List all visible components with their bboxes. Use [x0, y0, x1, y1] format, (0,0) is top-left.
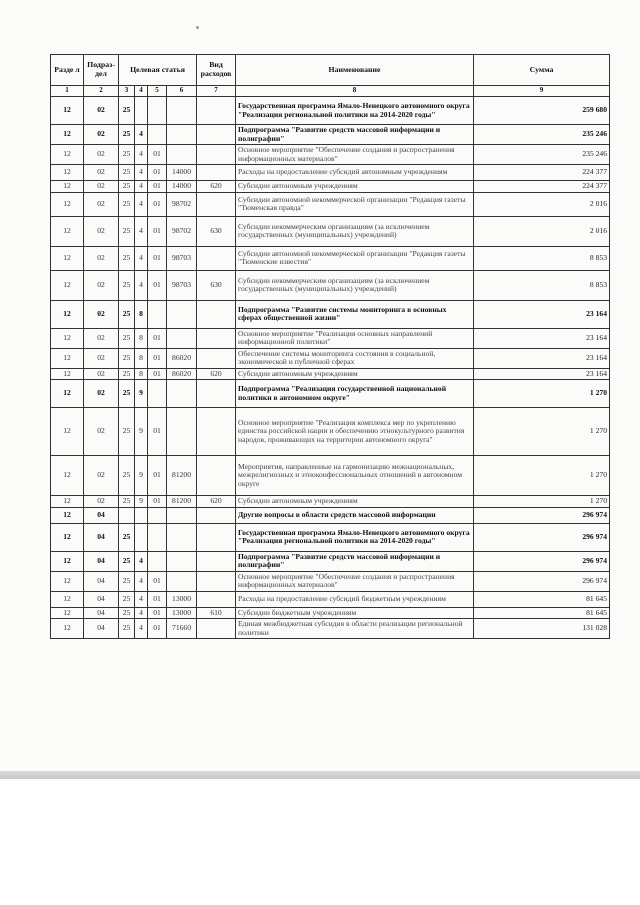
razdel-cell: 12 — [51, 216, 84, 246]
program-code-cell: 25 — [119, 300, 135, 328]
direction-code-cell — [167, 97, 197, 125]
direction-code-cell: 14000 — [167, 165, 197, 181]
column-number: 4 — [135, 86, 148, 97]
razdel-cell: 12 — [51, 591, 84, 607]
razdel-cell: 12 — [51, 607, 84, 619]
name-cell: Субсидии автономной некоммерческой организации "Редакция газеты "Тюменские известия" — [236, 246, 474, 270]
subprogram-code-cell: 8 — [135, 368, 148, 380]
name-cell: Основное мероприятие "Обеспечение создания и распространения информационных материалов" — [236, 571, 474, 591]
table-row — [51, 496, 610, 508]
podrazdel-cell: 04 — [84, 507, 119, 523]
razdel-cell: 12 — [51, 496, 84, 508]
direction-code-cell — [167, 125, 197, 145]
subprogram-code-cell: 8 — [135, 348, 148, 368]
sum-cell: 1 270 — [474, 380, 610, 408]
table-row — [51, 456, 610, 496]
subprogram-code-cell: 4 — [135, 192, 148, 216]
column-number: 2 — [84, 86, 119, 97]
program-code-cell: 25 — [119, 181, 135, 193]
expense-type-cell — [197, 591, 236, 607]
table-row — [51, 607, 610, 619]
expense-type-cell — [197, 523, 236, 551]
sum-cell: 23 164 — [474, 300, 610, 328]
name-cell: Субсидии автономной некоммерческой организации "Редакция газеты "Тюменская правда" — [236, 192, 474, 216]
razdel-cell: 12 — [51, 380, 84, 408]
razdel-cell: 12 — [51, 571, 84, 591]
sum-cell: 81 645 — [474, 591, 610, 607]
subprogram-code-cell: 4 — [135, 216, 148, 246]
direction-code-cell — [167, 145, 197, 165]
sum-cell: 235 246 — [474, 125, 610, 145]
name-cell: Подпрограмма "Развитие системы мониторинга в основных сферах общественной жизни" — [236, 300, 474, 328]
table-row — [51, 551, 610, 571]
name-cell: Мероприятия, направленные на гармонизацию межнациональных, межрелигиозных и этноконфессиональных отношений в автономном округе — [236, 456, 474, 496]
expense-type-cell: 620 — [197, 368, 236, 380]
program-code-cell — [119, 507, 135, 523]
razdel-cell: 12 — [51, 368, 84, 380]
direction-code-cell: 13000 — [167, 591, 197, 607]
sum-cell: 2 016 — [474, 216, 610, 246]
table-row — [51, 368, 610, 380]
program-code-cell: 25 — [119, 328, 135, 348]
podrazdel-cell: 04 — [84, 607, 119, 619]
subprogram-code-cell: 4 — [135, 591, 148, 607]
program-code-cell: 25 — [119, 456, 135, 496]
subprogram-code-cell — [135, 97, 148, 125]
expense-type-cell: 630 — [197, 270, 236, 300]
subprogram-code-cell: 4 — [135, 181, 148, 193]
table-row — [51, 523, 610, 551]
expense-type-cell — [197, 456, 236, 496]
direction-code-cell: 86020 — [167, 348, 197, 368]
program-code-cell: 25 — [119, 145, 135, 165]
direction-code-cell — [167, 523, 197, 551]
razdel-cell: 12 — [51, 181, 84, 193]
activity-code-cell: 01 — [148, 571, 167, 591]
subprogram-code-cell: 4 — [135, 125, 148, 145]
subprogram-code-cell: 8 — [135, 328, 148, 348]
table-row — [51, 408, 610, 456]
activity-code-cell: 01 — [148, 165, 167, 181]
expense-type-cell — [197, 300, 236, 328]
name-cell: Субсидии некоммерческим организациям (за исключением государственных (муниципальных) учреждений) — [236, 270, 474, 300]
scan-edge — [0, 771, 640, 779]
program-code-cell: 25 — [119, 607, 135, 619]
sum-cell: 131 028 — [474, 619, 610, 639]
sum-cell: 8 853 — [474, 246, 610, 270]
program-code-cell: 25 — [119, 348, 135, 368]
expense-type-cell — [197, 165, 236, 181]
razdel-cell: 12 — [51, 192, 84, 216]
podrazdel-cell: 02 — [84, 125, 119, 145]
activity-code-cell: 01 — [148, 591, 167, 607]
podrazdel-cell: 04 — [84, 619, 119, 639]
podrazdel-cell: 04 — [84, 523, 119, 551]
direction-code-cell: 81200 — [167, 456, 197, 496]
razdel-cell: 12 — [51, 456, 84, 496]
program-code-cell: 25 — [119, 246, 135, 270]
activity-code-cell — [148, 125, 167, 145]
table-row — [51, 192, 610, 216]
podrazdel-cell: 02 — [84, 216, 119, 246]
activity-code-cell: 01 — [148, 496, 167, 508]
name-cell: Государственная программа Ямало-Ненецкого автономного округа "Реализация региональной политики на 2014-2020 годы" — [236, 97, 474, 125]
name-cell: Субсидии некоммерческим организациям (за исключением государственных (муниципальных) учреждений) — [236, 216, 474, 246]
activity-code-cell: 01 — [148, 348, 167, 368]
table-row — [51, 125, 610, 145]
podrazdel-cell: 04 — [84, 571, 119, 591]
table-body — [51, 97, 610, 639]
table-row — [51, 507, 610, 523]
direction-code-cell — [167, 380, 197, 408]
direction-code-cell: 71660 — [167, 619, 197, 639]
budget-table — [50, 54, 610, 639]
program-code-cell: 25 — [119, 619, 135, 639]
name-cell: Подпрограмма "Развитие средств массовой информации и полиграфии" — [236, 125, 474, 145]
program-code-cell: 25 — [119, 125, 135, 145]
program-code-cell: 25 — [119, 380, 135, 408]
sum-cell: 1 270 — [474, 408, 610, 456]
sum-cell: 224 377 — [474, 165, 610, 181]
direction-code-cell — [167, 551, 197, 571]
program-code-cell: 25 — [119, 97, 135, 125]
expense-type-cell — [197, 246, 236, 270]
table-row — [51, 270, 610, 300]
direction-code-cell: 13000 — [167, 607, 197, 619]
podrazdel-cell: 02 — [84, 456, 119, 496]
activity-code-cell: 01 — [148, 368, 167, 380]
scan-speck — [196, 26, 199, 29]
expense-type-cell — [197, 328, 236, 348]
header-expense-type: Вид расходов — [197, 55, 236, 86]
name-cell: Субсидии автономным учреждениям — [236, 181, 474, 193]
header-target-article: Целевая статья — [119, 55, 197, 86]
direction-code-cell: 81200 — [167, 496, 197, 508]
column-number: 3 — [119, 86, 135, 97]
podrazdel-cell: 02 — [84, 97, 119, 125]
table-row — [51, 216, 610, 246]
header-podrazdel: Подраз- дел — [84, 55, 119, 86]
subprogram-code-cell: 4 — [135, 270, 148, 300]
expense-type-cell: 620 — [197, 181, 236, 193]
program-code-cell: 25 — [119, 165, 135, 181]
name-cell: Основное мероприятие "Реализация основных направлений информационной политики" — [236, 328, 474, 348]
subprogram-code-cell: 9 — [135, 380, 148, 408]
activity-code-cell: 01 — [148, 192, 167, 216]
podrazdel-cell: 02 — [84, 300, 119, 328]
podrazdel-cell: 02 — [84, 380, 119, 408]
activity-code-cell — [148, 97, 167, 125]
name-cell: Единая межбюджетная субсидия в области реализации региональной политики — [236, 619, 474, 639]
name-cell: Государственная программа Ямало-Ненецкого автономного округа "Реализация региональной политики на 2014-2020 годы" — [236, 523, 474, 551]
sum-cell: 1 270 — [474, 496, 610, 508]
sum-cell: 23 164 — [474, 328, 610, 348]
subprogram-code-cell: 4 — [135, 571, 148, 591]
name-cell: Основное мероприятие "Обеспечение создания и распространения информационных материалов" — [236, 145, 474, 165]
table-row — [51, 145, 610, 165]
header-name: Наименование — [236, 55, 474, 86]
podrazdel-cell: 02 — [84, 270, 119, 300]
activity-code-cell: 01 — [148, 328, 167, 348]
program-code-cell: 25 — [119, 368, 135, 380]
expense-type-cell — [197, 125, 236, 145]
podrazdel-cell: 02 — [84, 165, 119, 181]
name-cell: Обеспечение системы мониторинга состояния в социальной, экономической и публичной сферах — [236, 348, 474, 368]
direction-code-cell — [167, 571, 197, 591]
expense-type-cell — [197, 408, 236, 456]
name-cell: Субсидии бюджетным учреждениям — [236, 607, 474, 619]
activity-code-cell — [148, 507, 167, 523]
expense-type-cell — [197, 551, 236, 571]
program-code-cell: 25 — [119, 523, 135, 551]
activity-code-cell: 01 — [148, 607, 167, 619]
subprogram-code-cell: 9 — [135, 456, 148, 496]
razdel-cell: 12 — [51, 125, 84, 145]
table-row — [51, 380, 610, 408]
activity-code-cell: 01 — [148, 456, 167, 496]
subprogram-code-cell: 8 — [135, 300, 148, 328]
subprogram-code-cell — [135, 507, 148, 523]
direction-code-cell: 98702 — [167, 216, 197, 246]
razdel-cell: 12 — [51, 246, 84, 270]
column-number: 7 — [197, 86, 236, 97]
expense-type-cell — [197, 380, 236, 408]
program-code-cell: 25 — [119, 571, 135, 591]
table-row — [51, 300, 610, 328]
name-cell: Другие вопросы в области средств массовой информации — [236, 507, 474, 523]
subprogram-code-cell — [135, 523, 148, 551]
activity-code-cell: 01 — [148, 181, 167, 193]
subprogram-code-cell: 4 — [135, 551, 148, 571]
direction-code-cell: 98703 — [167, 246, 197, 270]
header-sum: Сумма — [474, 55, 610, 86]
table-row — [51, 591, 610, 607]
sum-cell: 235 246 — [474, 145, 610, 165]
razdel-cell: 12 — [51, 551, 84, 571]
header-razdel: Разде л — [51, 55, 84, 86]
sum-cell: 296 974 — [474, 523, 610, 551]
direction-code-cell — [167, 507, 197, 523]
subprogram-code-cell: 4 — [135, 619, 148, 639]
subprogram-code-cell: 9 — [135, 408, 148, 456]
header-row — [51, 55, 610, 86]
expense-type-cell — [197, 145, 236, 165]
podrazdel-cell: 02 — [84, 192, 119, 216]
expense-type-cell — [197, 619, 236, 639]
program-code-cell: 25 — [119, 496, 135, 508]
expense-type-cell — [197, 192, 236, 216]
sum-cell: 81 645 — [474, 607, 610, 619]
podrazdel-cell: 02 — [84, 328, 119, 348]
sum-cell: 8 853 — [474, 270, 610, 300]
activity-code-cell: 01 — [148, 246, 167, 270]
sum-cell: 23 164 — [474, 348, 610, 368]
column-number: 1 — [51, 86, 84, 97]
direction-code-cell — [167, 408, 197, 456]
razdel-cell: 12 — [51, 328, 84, 348]
expense-type-cell: 610 — [197, 607, 236, 619]
sum-cell: 2 016 — [474, 192, 610, 216]
table-row — [51, 181, 610, 193]
name-cell: Основное мероприятие "Реализация комплекса мер по укреплению единства российской нации и обеспечению этнокультурного развития народов, проживающих на территории автономного округа" — [236, 408, 474, 456]
sum-cell: 1 270 — [474, 456, 610, 496]
name-cell: Расходы на предоставление субсидий бюджетным учреждениям — [236, 591, 474, 607]
activity-code-cell — [148, 523, 167, 551]
name-cell: Субсидии автономным учреждениям — [236, 496, 474, 508]
razdel-cell: 12 — [51, 619, 84, 639]
direction-code-cell: 14000 — [167, 181, 197, 193]
activity-code-cell: 01 — [148, 270, 167, 300]
activity-code-cell — [148, 300, 167, 328]
razdel-cell: 12 — [51, 507, 84, 523]
sum-cell: 296 974 — [474, 507, 610, 523]
activity-code-cell: 01 — [148, 619, 167, 639]
program-code-cell: 25 — [119, 192, 135, 216]
podrazdel-cell: 04 — [84, 591, 119, 607]
razdel-cell: 12 — [51, 97, 84, 125]
sum-cell: 296 974 — [474, 571, 610, 591]
activity-code-cell: 01 — [148, 216, 167, 246]
sum-cell: 224 377 — [474, 181, 610, 193]
razdel-cell: 12 — [51, 270, 84, 300]
table-row — [51, 328, 610, 348]
razdel-cell: 12 — [51, 523, 84, 551]
subprogram-code-cell: 4 — [135, 145, 148, 165]
expense-type-cell — [197, 507, 236, 523]
activity-code-cell: 01 — [148, 145, 167, 165]
podrazdel-cell: 02 — [84, 348, 119, 368]
column-number: 9 — [474, 86, 610, 97]
table-row — [51, 97, 610, 125]
direction-code-cell: 86020 — [167, 368, 197, 380]
expense-type-cell — [197, 571, 236, 591]
razdel-cell: 12 — [51, 300, 84, 328]
podrazdel-cell: 02 — [84, 368, 119, 380]
razdel-cell: 12 — [51, 348, 84, 368]
column-number: 6 — [167, 86, 197, 97]
program-code-cell: 25 — [119, 551, 135, 571]
program-code-cell: 25 — [119, 591, 135, 607]
name-cell: Расходы на предоставление субсидий автономным учреждениям — [236, 165, 474, 181]
podrazdel-cell: 02 — [84, 181, 119, 193]
column-number: 8 — [236, 86, 474, 97]
activity-code-cell — [148, 551, 167, 571]
razdel-cell: 12 — [51, 408, 84, 456]
table-row — [51, 571, 610, 591]
program-code-cell: 25 — [119, 270, 135, 300]
podrazdel-cell: 02 — [84, 246, 119, 270]
razdel-cell: 12 — [51, 165, 84, 181]
direction-code-cell — [167, 328, 197, 348]
column-number-row — [51, 86, 610, 97]
expense-type-cell — [197, 348, 236, 368]
podrazdel-cell: 02 — [84, 145, 119, 165]
direction-code-cell: 98702 — [167, 192, 197, 216]
direction-code-cell: 98703 — [167, 270, 197, 300]
column-number: 5 — [148, 86, 167, 97]
name-cell: Подпрограмма "Реализация государственной национальной политики в автономном округе" — [236, 380, 474, 408]
direction-code-cell — [167, 300, 197, 328]
sum-cell: 23 164 — [474, 368, 610, 380]
subprogram-code-cell: 4 — [135, 165, 148, 181]
expense-type-cell — [197, 97, 236, 125]
activity-code-cell: 01 — [148, 408, 167, 456]
table-row — [51, 619, 610, 639]
activity-code-cell — [148, 380, 167, 408]
sum-cell: 259 680 — [474, 97, 610, 125]
sum-cell: 296 974 — [474, 551, 610, 571]
table-row — [51, 165, 610, 181]
expense-type-cell: 630 — [197, 216, 236, 246]
program-code-cell: 25 — [119, 216, 135, 246]
podrazdel-cell: 02 — [84, 496, 119, 508]
name-cell: Субсидии автономным учреждениям — [236, 368, 474, 380]
table-row — [51, 246, 610, 270]
name-cell: Подпрограмма "Развитие средств массовой информации и полиграфии" — [236, 551, 474, 571]
subprogram-code-cell: 4 — [135, 246, 148, 270]
table-row — [51, 348, 610, 368]
razdel-cell: 12 — [51, 145, 84, 165]
subprogram-code-cell: 4 — [135, 607, 148, 619]
podrazdel-cell: 04 — [84, 551, 119, 571]
program-code-cell: 25 — [119, 408, 135, 456]
expense-type-cell: 620 — [197, 496, 236, 508]
podrazdel-cell: 02 — [84, 408, 119, 456]
subprogram-code-cell: 9 — [135, 496, 148, 508]
